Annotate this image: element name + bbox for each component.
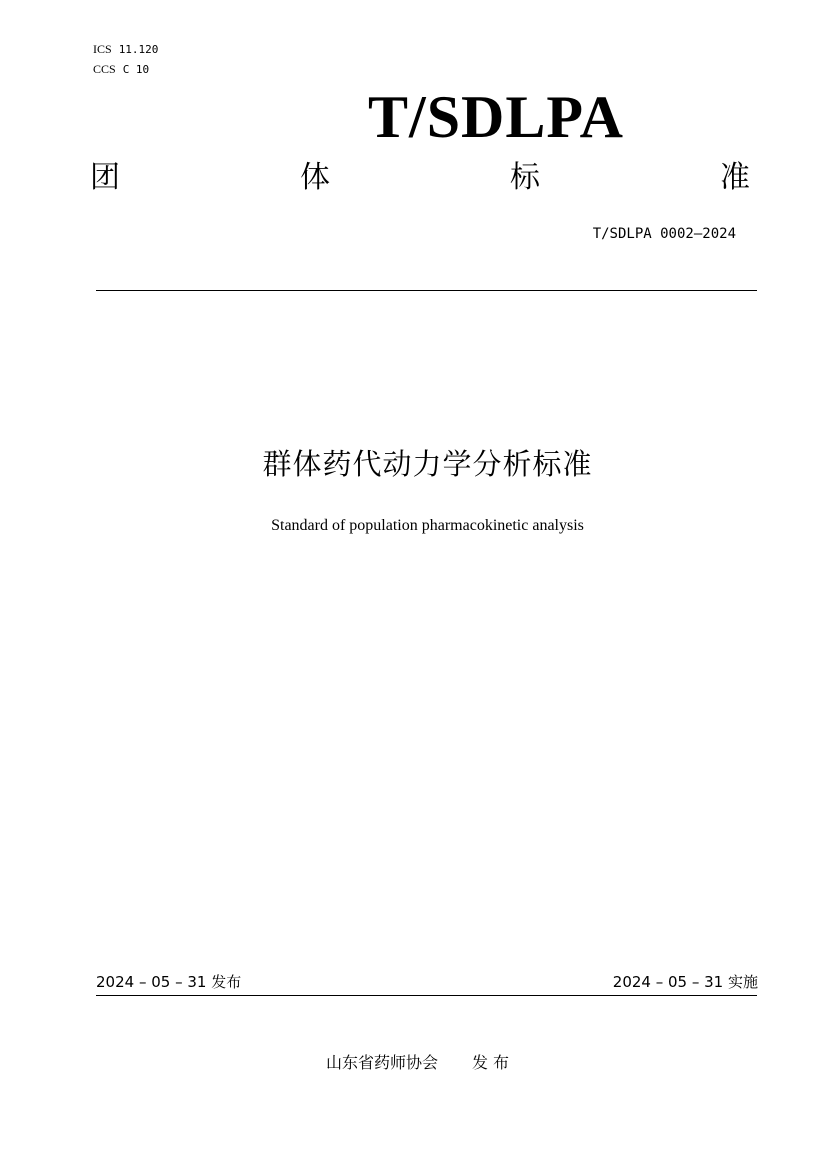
standard-type-heading <box>90 159 750 197</box>
ics-code <box>93 42 158 57</box>
document-title-english: Standard of population pharmacokinetic analysis <box>271 517 584 534</box>
issuer-name: 山东省药师协会 <box>325 1053 438 1072</box>
ccs-label: CCS <box>93 62 116 76</box>
ics-label: ICS <box>93 42 112 56</box>
standard-number: T/SDLPA 0002—2024 <box>592 226 736 242</box>
type-char: 体 <box>300 160 330 195</box>
ccs-code <box>93 62 149 77</box>
document-title-chinese: 群体药代动力学分析标准 <box>262 447 593 481</box>
type-char: 标 <box>510 160 540 195</box>
type-char: 团 <box>90 160 120 195</box>
ics-value: 11.120 <box>118 43 159 56</box>
issuer-action: 发 布 <box>471 1053 510 1072</box>
type-char: 准 <box>720 160 750 195</box>
issuer <box>0 1053 815 1073</box>
ccs-value: C 10 <box>122 63 150 76</box>
header-divider <box>96 290 757 291</box>
standard-logo: T/SDLPA <box>368 84 624 150</box>
footer-divider <box>96 995 757 996</box>
implement-date: 2024 – 05 – 31 实施 <box>612 973 758 991</box>
publish-date: 2024 – 05 – 31 发布 <box>96 973 242 991</box>
